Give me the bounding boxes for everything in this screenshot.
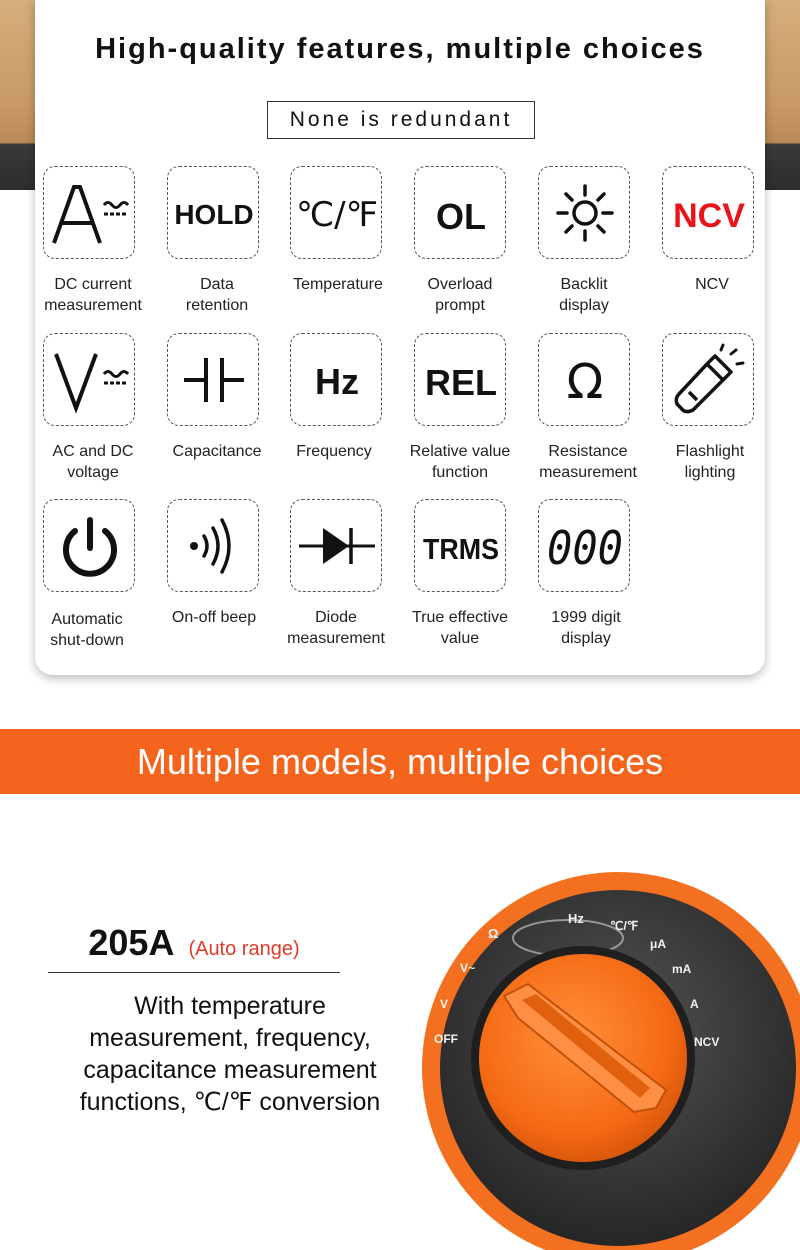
- v-voltage-icon: [43, 333, 135, 426]
- sun-icon: [538, 166, 630, 259]
- multimeter-dial-image: [418, 868, 800, 1250]
- caption-true-effective: True effective value: [411, 609, 509, 647]
- hz-icon: [290, 333, 382, 426]
- ol-icon: [414, 166, 506, 259]
- diode-icon: [290, 499, 382, 592]
- page-title: High-quality features, multiple choices: [95, 33, 705, 65]
- caption-data-retention: Data retention: [185, 276, 249, 314]
- models-banner: [0, 729, 800, 794]
- caption-flashlight: Flashlight lighting: [675, 443, 745, 481]
- caption-ac-dc-voltage: AC and DC voltage: [52, 443, 134, 481]
- dial-label-v-dc: V: [440, 997, 449, 1011]
- model-description: With temperature measurement, frequency, capacitance measurement functions, ℃/℉ conversion: [79, 992, 381, 1116]
- svg-text:000: 000: [547, 521, 623, 575]
- dial-label-ohm: Ω: [488, 926, 499, 941]
- banner-text: Multiple models, multiple choices: [136, 741, 664, 782]
- caption-auto-shutdown: Automatic shut-down: [50, 611, 124, 649]
- caption-ncv: NCV: [695, 276, 729, 293]
- flashlight-icon: [662, 333, 754, 426]
- caption-resistance: Resistance measurement: [539, 443, 637, 481]
- model-name: 205A: [88, 922, 175, 963]
- dial-label-ua: μA: [650, 937, 667, 951]
- caption-diode: Diode measurement: [287, 609, 385, 647]
- dial-label-v-ac: V~: [460, 961, 476, 975]
- model-range: (Auto range): [188, 938, 300, 960]
- svg-text:TRMS: TRMS: [423, 534, 499, 566]
- dial-label-off: OFF: [434, 1032, 458, 1046]
- dial-label-ma: mA: [672, 962, 692, 976]
- caption-relative-value: Relative value function: [409, 443, 511, 481]
- dial-label-ncv: NCV: [694, 1035, 720, 1049]
- svg-text:HOLD: HOLD: [174, 199, 254, 230]
- caption-overload: Overload prompt: [427, 276, 493, 314]
- a-current-icon: [43, 166, 135, 259]
- hold-icon: [167, 166, 259, 259]
- svg-text:℃/℉: ℃/℉: [296, 195, 378, 235]
- capacitor-icon: [167, 333, 259, 426]
- caption-backlit: Backlit display: [559, 276, 609, 314]
- caption-1999-digit: 1999 digit display: [551, 609, 621, 647]
- trms-icon: [414, 499, 506, 592]
- model-heading: [48, 922, 340, 973]
- svg-text:OL: OL: [436, 196, 486, 237]
- svg-text:Hz: Hz: [315, 361, 359, 402]
- beep-icon: [167, 499, 259, 592]
- power-icon: [43, 499, 135, 592]
- caption-frequency: Frequency: [296, 443, 372, 460]
- ohm-icon: [538, 333, 630, 426]
- temperature-icon: [290, 166, 382, 259]
- svg-text:NCV: NCV: [673, 197, 745, 235]
- dial-label-temp: ℃/℉: [610, 919, 639, 933]
- caption-beep: On-off beep: [171, 609, 257, 626]
- ncv-icon: [662, 166, 754, 259]
- svg-text:Ω: Ω: [566, 354, 604, 410]
- subtitle-box: None is redundant: [267, 101, 535, 139]
- rel-icon: [414, 333, 506, 426]
- caption-dc-current: DC current measurement: [44, 276, 142, 314]
- svg-text:REL: REL: [425, 362, 497, 403]
- caption-temperature: Temperature: [293, 276, 383, 293]
- caption-capacitance: Capacitance: [172, 443, 262, 460]
- dial-label-hz: Hz: [568, 911, 584, 926]
- digits-icon: [538, 499, 630, 592]
- dial-label-a: A: [690, 997, 699, 1011]
